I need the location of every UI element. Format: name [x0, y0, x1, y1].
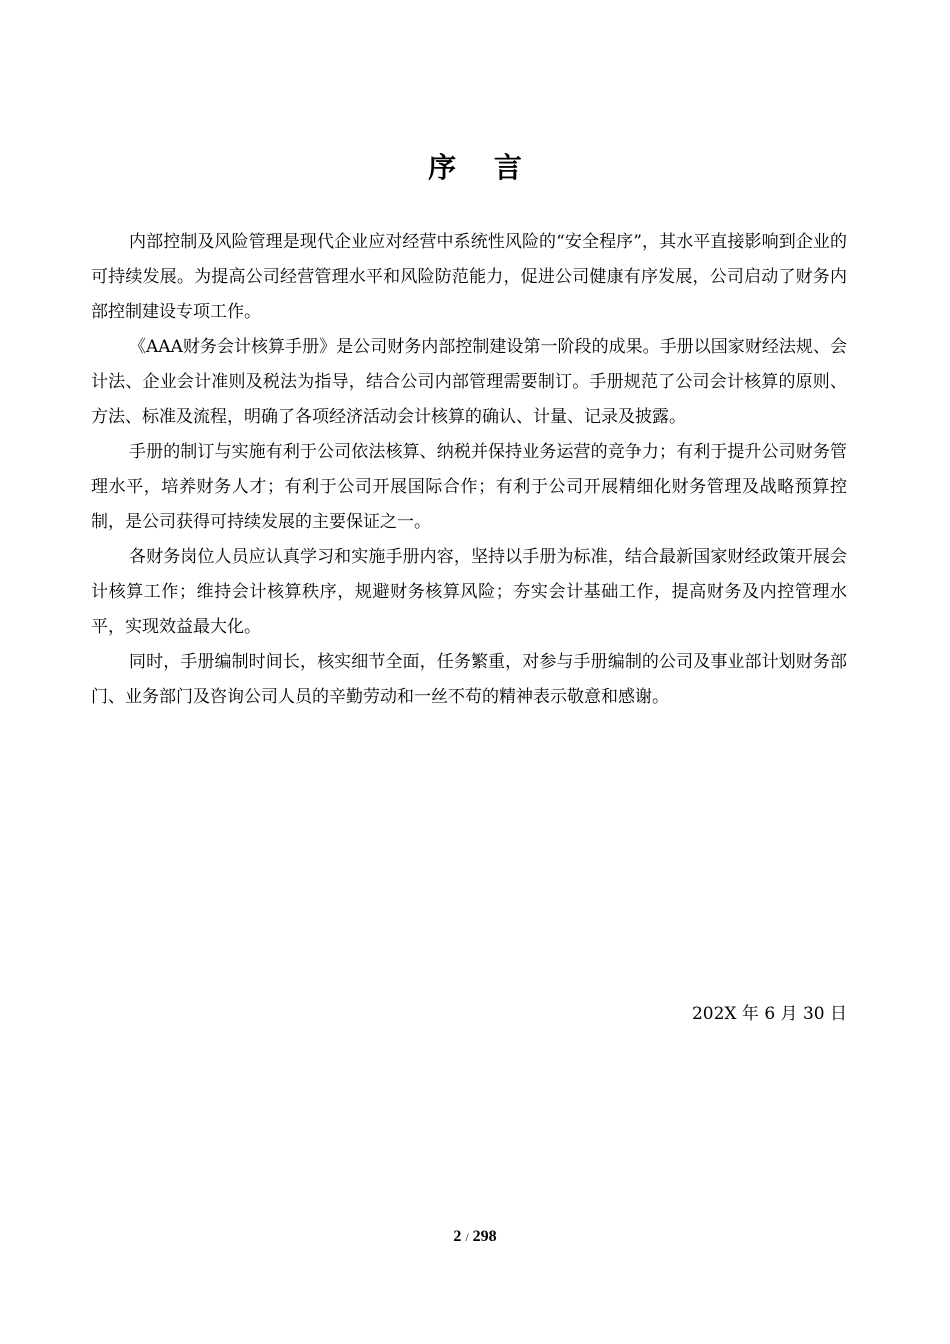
paragraph-2: 《AAA财务会计核算手册》是公司财务内部控制建设第一阶段的成果。手册以国家财经法规、会计法、企业会计准则及税法为指导，结合公司内部管理需要制订。手册规范了公司会计核算的原则、方法、标准及流程，明确了各项经济活动会计核算的确认、计量、记录及披露。 — [91, 337, 847, 427]
page-number — [0, 1225, 950, 1249]
date-line: 202X 年 6 月 30 日 — [691, 1004, 847, 1024]
page-title: 序 言 — [428, 151, 536, 184]
total-pages: 298 — [472, 1228, 497, 1245]
preface-body — [91, 225, 847, 715]
paragraph-4: 各财务岗位人员应认真学习和实施手册内容，坚持以手册为标准，结合最新国家财经政策开展会计核算工作；维持会计核算秩序，规避财务核算风险；夯实会计基础工作，提高财务及内控管理水平，实现效益最大化。 — [91, 547, 847, 637]
paragraph-5: 同时，手册编制时间长，核实细节全面，任务繁重，对参与手册编制的公司及事业部计划财务部门、业务部门及咨询公司人员的辛勤劳动和一丝不苟的精神表示敬意和感谢。 — [91, 652, 847, 707]
current-page: 2 — [453, 1228, 462, 1245]
page-separator: / — [465, 1230, 469, 1244]
paragraph-3: 手册的制订与实施有利于公司依法核算、纳税并保持业务运营的竞争力；有利于提升公司财务管理水平，培养财务人才；有利于公司开展国际合作；有利于公司开展精细化财务管理及战略预算控制，是公司获得可持续发展的主要保证之一。 — [91, 442, 847, 532]
paragraph-1: 内部控制及风险管理是现代企业应对经营中系统性风险的“安全程序”，其水平直接影响到企业的可持续发展。为提高公司经营管理水平和风险防范能力，促进公司健康有序发展，公司启动了财务内部控制建设专项工作。 — [91, 232, 847, 322]
